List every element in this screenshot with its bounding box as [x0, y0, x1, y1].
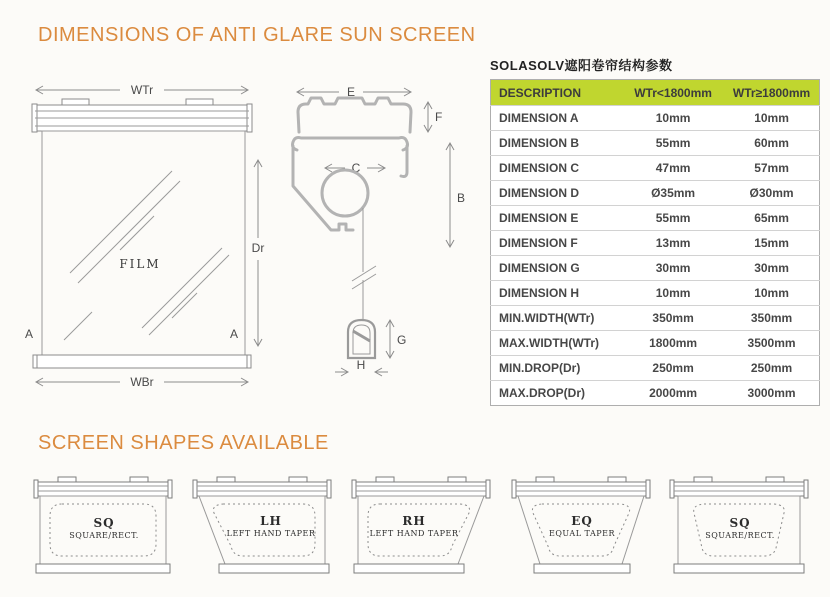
- table-cell: Ø35mm: [622, 181, 724, 206]
- shape-code: RH: [402, 514, 426, 528]
- table-cell: MAX.WIDTH(WTr): [491, 331, 623, 356]
- shape-card-right-taper: [346, 468, 498, 592]
- h-dimension: [335, 358, 388, 376]
- table-row: [491, 281, 820, 306]
- square-shape-drawing: [28, 468, 180, 592]
- table-cell: 10mm: [622, 106, 724, 131]
- table-cell: 30mm: [724, 256, 819, 281]
- table-row: [491, 256, 820, 281]
- dr-label: Dr: [251, 241, 265, 255]
- table-cell: DIMENSION F: [491, 231, 623, 256]
- f-dimension: [424, 102, 442, 132]
- b-dimension: [446, 143, 465, 247]
- table-cell: 13mm: [622, 231, 724, 256]
- front-view-drawing: [22, 78, 272, 400]
- table-cell: 10mm: [724, 281, 819, 306]
- c-label: C: [351, 161, 361, 175]
- table-row: [491, 156, 820, 181]
- table-cell: 55mm: [622, 206, 724, 231]
- wtr-dimension: [36, 83, 248, 97]
- column-header-wtr-lt: WTr<1800mm: [622, 80, 724, 106]
- table-cell: 1800mm: [622, 331, 724, 356]
- shape-code: SQ: [729, 516, 751, 530]
- spec-table: [490, 79, 820, 406]
- section-a-right: A: [229, 327, 239, 341]
- shape-code: SQ: [93, 516, 115, 530]
- table-cell: DIMENSION E: [491, 206, 623, 231]
- shape-name: LEFT HAND TAPER: [226, 529, 316, 538]
- table-cell: 65mm: [724, 206, 819, 231]
- section-a-left: A: [24, 327, 34, 341]
- spec-table-title: SOLASOLV遮阳卷帘结构参数: [490, 58, 673, 73]
- shape-card-equal-taper: [506, 468, 658, 592]
- table-row: [491, 131, 820, 156]
- shape-name: SQUARE/RECT.: [705, 531, 775, 540]
- wbr-dimension: [36, 375, 248, 389]
- table-cell: Ø30mm: [724, 181, 819, 206]
- table-row: [491, 231, 820, 256]
- table-cell: DIMENSION B: [491, 131, 623, 156]
- screen-drop-line: [352, 208, 376, 320]
- roller-tube: [322, 170, 368, 216]
- shapes-section-title: SCREEN SHAPES AVAILABLE: [38, 432, 329, 454]
- table-cell: 3500mm: [724, 331, 819, 356]
- table-cell: 350mm: [622, 306, 724, 331]
- table-row: [491, 306, 820, 331]
- table-cell: 10mm: [622, 281, 724, 306]
- shape-name: EQUAL TAPER: [549, 529, 615, 538]
- table-cell: 3000mm: [724, 381, 819, 406]
- table-row: [491, 356, 820, 381]
- table-row: [491, 381, 820, 406]
- g-label: G: [397, 333, 407, 347]
- table-cell: 57mm: [724, 156, 819, 181]
- table-row: [491, 331, 820, 356]
- shape-card-square-2: [664, 468, 816, 592]
- bottom-rail: [33, 355, 251, 368]
- table-cell: 55mm: [622, 131, 724, 156]
- table-cell: DIMENSION G: [491, 256, 623, 281]
- table-row: [491, 206, 820, 231]
- g-dimension: [386, 320, 406, 358]
- shape-code: EQ: [571, 514, 593, 528]
- table-cell: 250mm: [622, 356, 724, 381]
- table-cell: DIMENSION C: [491, 156, 623, 181]
- wtr-label: WTr: [130, 83, 154, 97]
- table-cell: 60mm: [724, 131, 819, 156]
- table-row: [491, 181, 820, 206]
- head-rail: [32, 99, 252, 132]
- column-header-description: DESCRIPTION: [491, 80, 623, 106]
- table-cell: DIMENSION A: [491, 106, 623, 131]
- shape-code: LH: [260, 514, 282, 528]
- h-label: H: [356, 358, 366, 372]
- e-label: E: [346, 85, 356, 99]
- table-cell: MAX.DROP(Dr): [491, 381, 623, 406]
- shape-name: SQUARE/RECT.: [69, 531, 139, 540]
- pull-handle: [348, 320, 375, 358]
- table-cell: DIMENSION H: [491, 281, 623, 306]
- table-cell: DIMENSION D: [491, 181, 623, 206]
- equal-taper-shape-drawing: [506, 468, 658, 592]
- dr-dimension: [252, 160, 265, 346]
- right-taper-shape-drawing: [346, 468, 498, 592]
- table-cell: 15mm: [724, 231, 819, 256]
- shape-card-square: [28, 468, 180, 592]
- b-label: B: [457, 191, 466, 205]
- table-cell: 30mm: [622, 256, 724, 281]
- table-cell: 350mm: [724, 306, 819, 331]
- table-cell: 250mm: [724, 356, 819, 381]
- cover-cap-profile: [298, 98, 411, 132]
- table-cell: 10mm: [724, 106, 819, 131]
- page-title: DIMENSIONS OF ANTI GLARE SUN SCREEN: [38, 24, 476, 46]
- table-cell: MIN.WIDTH(WTr): [491, 306, 623, 331]
- table-cell: 47mm: [622, 156, 724, 181]
- shape-card-left-taper: [187, 468, 339, 592]
- table-cell: 2000mm: [622, 381, 724, 406]
- square-shape-drawing-2: [664, 468, 816, 592]
- spec-table-block: [490, 55, 822, 406]
- table-header-row: [491, 80, 820, 106]
- film-label: FILM: [119, 257, 161, 271]
- wbr-label: WBr: [130, 375, 154, 389]
- f-label: F: [435, 110, 443, 124]
- cross-section-drawing: [283, 80, 478, 392]
- column-header-wtr-ge: WTr≥1800mm: [724, 80, 819, 106]
- shape-name: LEFT HAND TAPER: [369, 529, 459, 538]
- table-cell: MIN.DROP(Dr): [491, 356, 623, 381]
- table-row: [491, 106, 820, 131]
- left-taper-shape-drawing: [187, 468, 339, 592]
- screen-body: [42, 131, 245, 355]
